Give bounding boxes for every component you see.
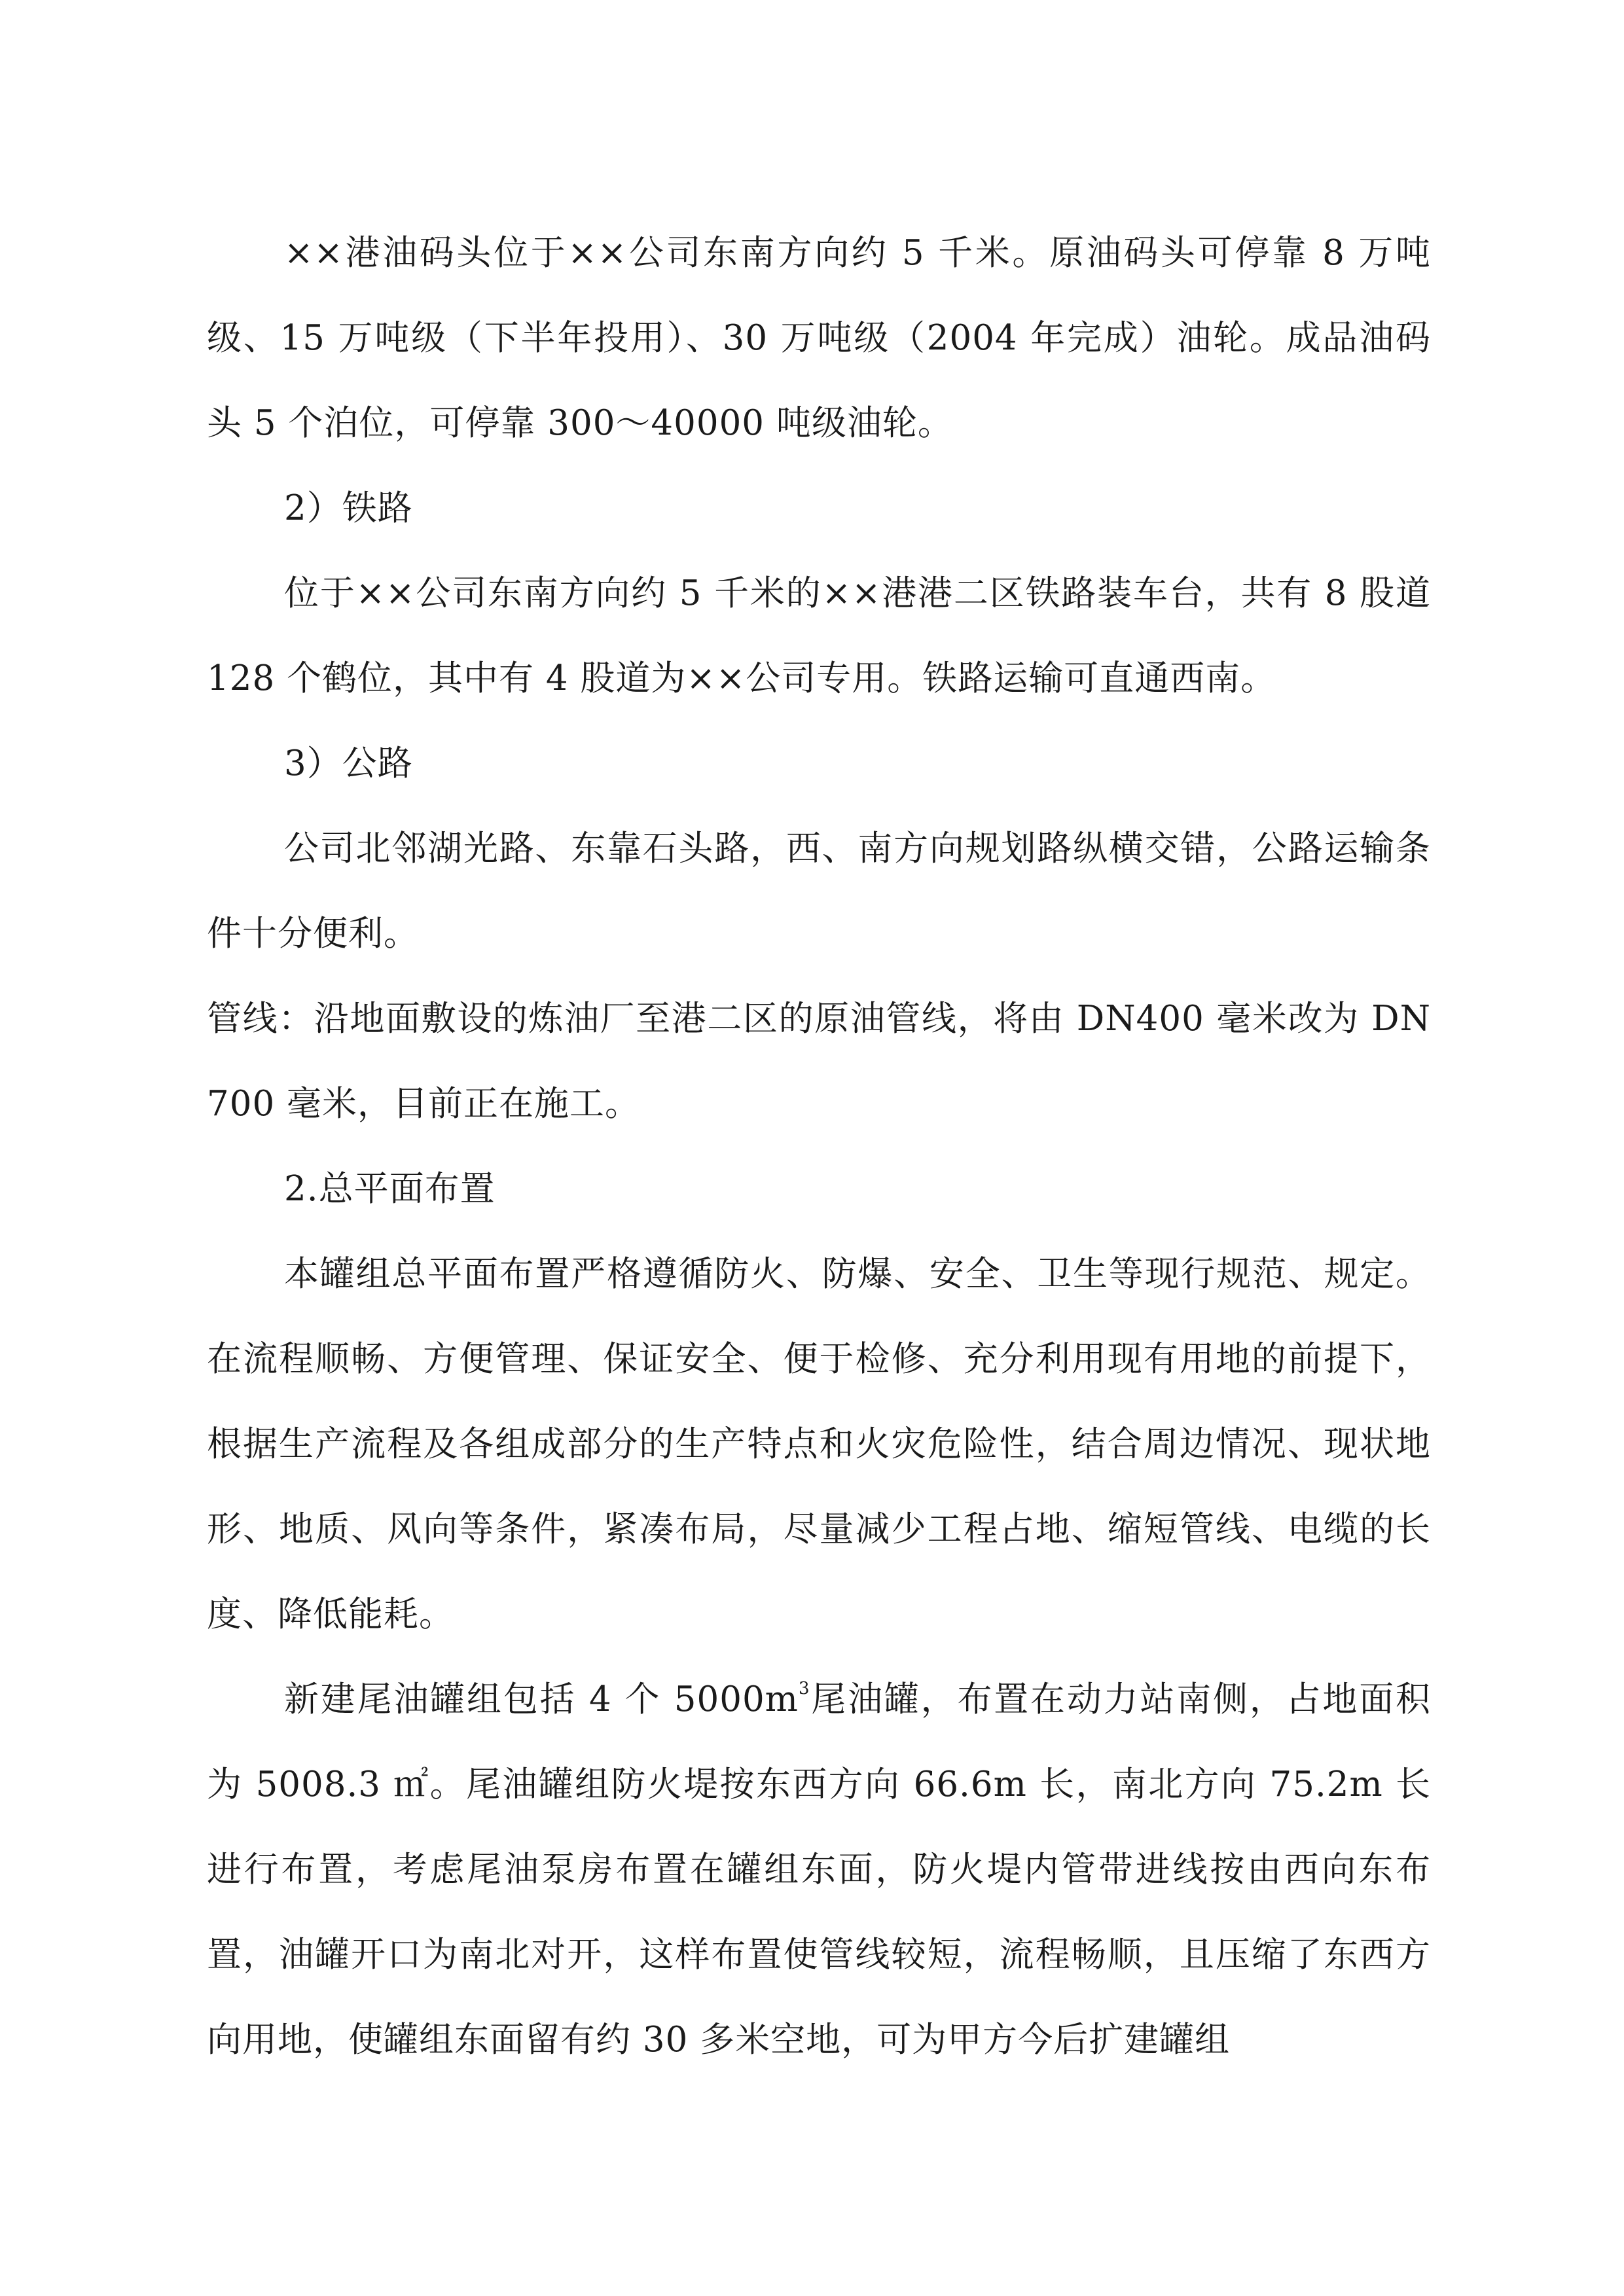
paragraph-general-layout: 本罐组总平面布置严格遵循防火、防爆、安全、卫生等现行规范、规定。在流程顺畅、方便管理、保证安全、便于检修、充分利用现有用地的前提下，根据生产流程及各组成部分的生产特点和火灾危险性，结合周边情况、现状地形、地质、风向等条件，紧凑布局，尽量减少工程占地、缩短管线、电缆的长度、降低能耗。: [207, 1254, 1431, 1634]
heading-railway: 2）铁路: [284, 488, 413, 528]
tank-text-part1: 新建尾油罐组包括 4 个 5000m: [284, 1679, 799, 1719]
paragraph-tank-group: [207, 1657, 1431, 2083]
paragraph-port: ××港油码头位于××公司东南方向约 5 千米。原油码头可停靠 8 万吨级、15 万吨级（下半年投用）、30 万吨级（2004 年完成）油轮。成品油码头 5 个泊位，可停靠 300～40000 吨级油轮。: [207, 233, 1431, 443]
paragraph-pipeline: 管线：沿地面敷设的炼油厂至港二区的原油管线，将由 DN400 毫米改为 DN700 毫米，目前正在施工。: [207, 999, 1431, 1124]
tank-text-part2: 尾油罐，布置在动力站南侧，占地面积为 5008.3 ㎡。尾油罐组防火堤按东西方向 66.6m 长，南北方向 75.2m 长进行布置，考虑尾油泵房布置在罐组东面，防火堤内管带进线按由西向东布置，油罐开口为南北对开，这样布置使管线较短，流程畅顺，且压缩了东西方向用地，使罐组东面留有约 30 多米空地，可为甲方今后扩建罐组: [207, 1679, 1431, 2060]
paragraph-railway: 位于××公司东南方向约 5 千米的××港港二区铁路装车台，共有 8 股道 128 个鹤位，其中有 4 股道为××公司专用。铁路运输可直通西南。: [207, 573, 1431, 698]
heading-road: 3）公路: [284, 744, 413, 783]
document-body: [207, 211, 1431, 2083]
cubic-superscript: 3: [798, 1679, 810, 1698]
heading-general-layout: 2.总平面布置: [284, 1169, 496, 1209]
paragraph-road: 公司北邻湖光路、东靠石头路，西、南方向规划路纵横交错，公路运输条件十分便利。: [207, 829, 1431, 954]
